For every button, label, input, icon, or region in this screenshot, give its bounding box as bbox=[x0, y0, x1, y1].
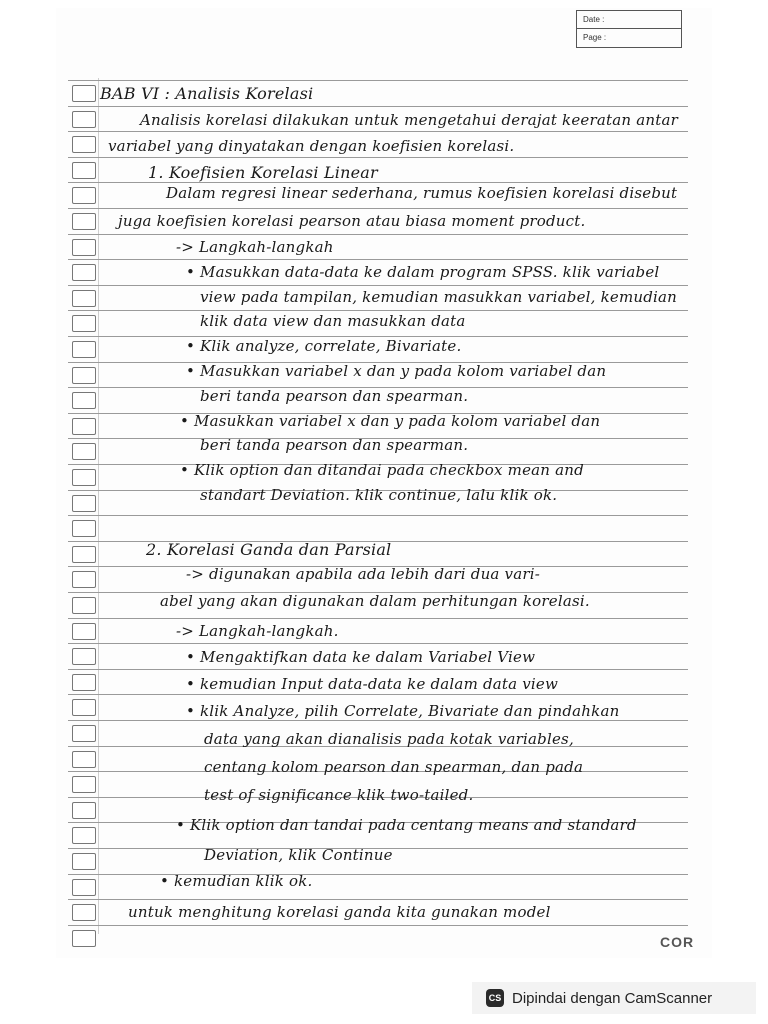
steps-heading: -> Langkah-langkah. bbox=[176, 622, 339, 640]
list-item: • Mengaktifkan data ke dalam Variabel View bbox=[186, 648, 536, 666]
binding-tab bbox=[72, 879, 96, 896]
text-line: beri tanda pearson dan spearman. bbox=[200, 436, 469, 454]
text-line: untuk menghitung korelasi ganda kita gunakan model bbox=[128, 903, 551, 921]
binding-tab bbox=[72, 392, 96, 409]
binding-tab bbox=[72, 520, 96, 537]
text-line: Dalam regresi linear sederhana, rumus koefisien korelasi disebut bbox=[166, 184, 678, 202]
binding-tab bbox=[72, 853, 96, 870]
ruled-line bbox=[68, 925, 688, 926]
binding-tab bbox=[72, 162, 96, 179]
list-item: • Klik option dan tandai pada centang means and standard bbox=[176, 816, 637, 834]
binding-tab bbox=[72, 930, 96, 947]
list-item: • klik Analyze, pilih Correlate, Bivariate dan pindahkan bbox=[186, 702, 620, 720]
ruled-line bbox=[68, 618, 688, 619]
date-label: Date : bbox=[583, 15, 605, 24]
binding-tab bbox=[72, 623, 96, 640]
text-line: -> digunakan apabila ada lebih dari dua vari- bbox=[186, 565, 540, 583]
text-line: test of significance klik two-tailed. bbox=[204, 786, 474, 804]
ruled-line bbox=[68, 515, 688, 516]
list-item: • Masukkan variabel x dan y pada kolom variabel dan bbox=[180, 412, 601, 430]
steps-heading: -> Langkah-langkah bbox=[176, 238, 334, 256]
margin-line bbox=[98, 78, 99, 934]
text-line: abel yang akan digunakan dalam perhitungan korelasi. bbox=[160, 592, 590, 610]
ruled-line bbox=[68, 643, 688, 644]
ruled-line bbox=[68, 234, 688, 235]
ruled-line bbox=[68, 80, 688, 81]
camscanner-badge bbox=[472, 982, 756, 1014]
ruled-line bbox=[68, 669, 688, 670]
binding-tab bbox=[72, 802, 96, 819]
binding-tab bbox=[72, 315, 96, 332]
text-line: variabel yang dinyatakan dengan koefisien korelasi. bbox=[108, 137, 515, 155]
list-item: • Masukkan data-data ke dalam program SPSS. klik variabel bbox=[186, 263, 660, 281]
ruled-line bbox=[68, 899, 688, 900]
list-item: • kemudian Input data-data ke dalam data view bbox=[186, 675, 559, 693]
binding-tab bbox=[72, 699, 96, 716]
chapter-title: BAB VI : Analisis Korelasi bbox=[100, 84, 314, 103]
binding-tab bbox=[72, 648, 96, 665]
binding-tab bbox=[72, 341, 96, 358]
camscanner-logo-icon: CS bbox=[486, 989, 504, 1007]
list-item: • kemudian klik ok. bbox=[160, 872, 313, 890]
binding-tab bbox=[72, 213, 96, 230]
binding-tab bbox=[72, 571, 96, 588]
binding-tab bbox=[72, 187, 96, 204]
text-line: Deviation, klik Continue bbox=[204, 846, 393, 864]
binding-tab bbox=[72, 495, 96, 512]
binding-tab bbox=[72, 469, 96, 486]
binding-tab bbox=[72, 443, 96, 460]
binding-tab bbox=[72, 264, 96, 281]
binding-tab bbox=[72, 751, 96, 768]
binding-tab bbox=[72, 136, 96, 153]
ruled-line bbox=[68, 285, 688, 286]
text-line: standart Deviation. klik continue, lalu klik ok. bbox=[200, 486, 558, 504]
date-page-box bbox=[576, 10, 682, 48]
binding-tab bbox=[72, 85, 96, 102]
section-heading: 1. Koefisien Korelasi Linear bbox=[148, 163, 378, 182]
text-line: data yang akan dianalisis pada kotak variables, bbox=[204, 730, 574, 748]
binding-tab bbox=[72, 725, 96, 742]
binding-tab bbox=[72, 904, 96, 921]
text-line: beri tanda pearson dan spearman. bbox=[200, 387, 469, 405]
binding-tab bbox=[72, 674, 96, 691]
ruled-line bbox=[68, 131, 688, 132]
binding-tab bbox=[72, 546, 96, 563]
binding-tab bbox=[72, 597, 96, 614]
list-item: • Masukkan variabel x dan y pada kolom variabel dan bbox=[186, 362, 607, 380]
binding-tab bbox=[72, 290, 96, 307]
binding-tab bbox=[72, 111, 96, 128]
ruled-line bbox=[68, 720, 688, 721]
binding-tab bbox=[72, 418, 96, 435]
text-line: juga koefisien korelasi pearson atau biasa moment product. bbox=[118, 212, 586, 230]
ruled-line bbox=[68, 106, 688, 107]
corner-watermark: COR bbox=[660, 934, 695, 950]
text-line: centang kolom pearson dan spearman, dan pada bbox=[204, 758, 584, 776]
camscanner-label: Dipindai dengan CamScanner bbox=[512, 989, 713, 1007]
text-line: view pada tampilan, kemudian masukkan variabel, kemudian bbox=[200, 288, 678, 306]
section-heading: 2. Korelasi Ganda dan Parsial bbox=[146, 540, 392, 559]
binding-tab bbox=[72, 776, 96, 793]
text-line: klik data view dan masukkan data bbox=[200, 312, 466, 330]
ruled-line bbox=[68, 694, 688, 695]
binding-tab bbox=[72, 239, 96, 256]
list-item: • Klik analyze, correlate, Bivariate. bbox=[186, 337, 462, 355]
binding-tab bbox=[72, 367, 96, 384]
binding-tab bbox=[72, 827, 96, 844]
list-item: • Klik option dan ditandai pada checkbox mean and bbox=[180, 461, 584, 479]
ruled-line bbox=[68, 259, 688, 260]
ruled-line bbox=[68, 157, 688, 158]
page-label: Page : bbox=[577, 28, 681, 46]
text-line: Analisis korelasi dilakukan untuk mengetahui derajat keeratan antar bbox=[140, 111, 678, 129]
ruled-line bbox=[68, 208, 688, 209]
